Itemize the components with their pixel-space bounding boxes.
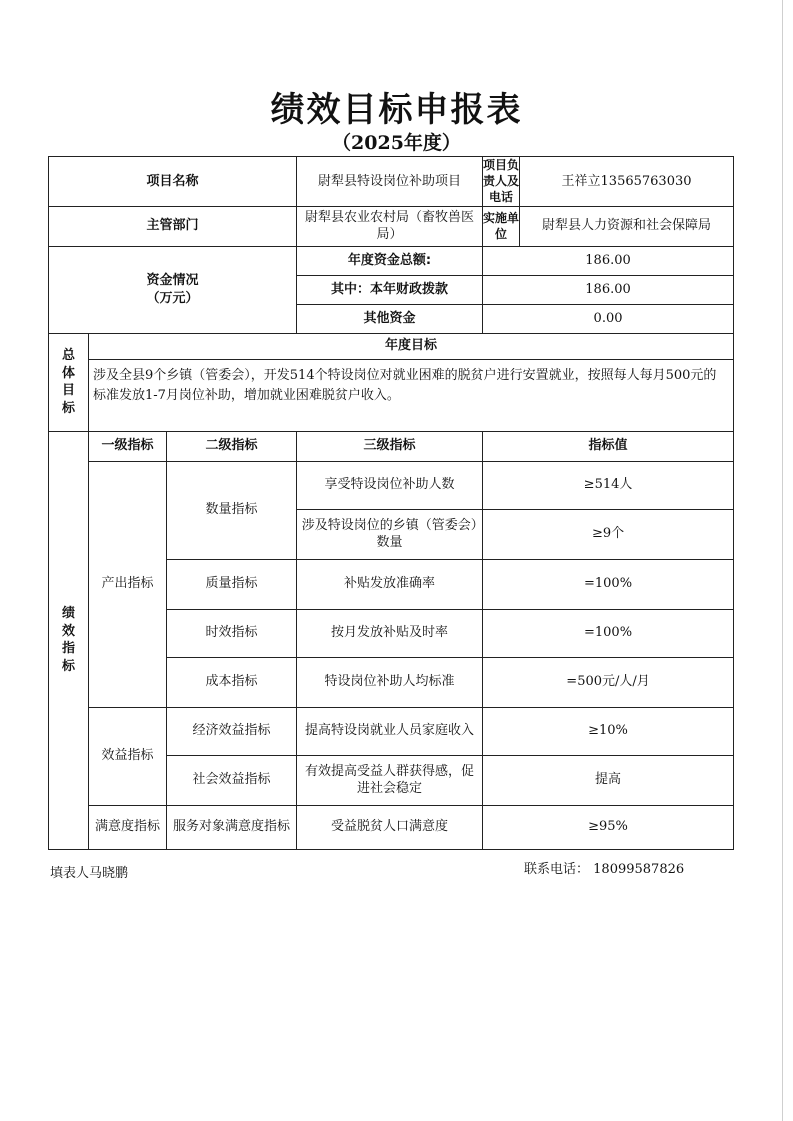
funds-other-value: 0.00 — [483, 304, 734, 333]
indicator-value: ≥95% — [483, 805, 734, 849]
funds-other-label: 其他资金 — [297, 304, 483, 333]
overall-goal-header-row — [49, 333, 734, 359]
leader-value: 王祥立13565763030 — [520, 157, 734, 207]
benefit-indicator-label: 效益指标 — [89, 707, 167, 805]
indicator-name: 提高特设岗就业人员家庭收入 — [297, 707, 483, 755]
indicator-value: 提高 — [483, 755, 734, 805]
department-label: 主管部门 — [49, 206, 297, 246]
funds-fiscal-value: 186.00 — [483, 275, 734, 304]
indicator-name: 涉及特设岗位的乡镇（管委会）数量 — [297, 509, 483, 559]
funds-label-line2: （万元） — [146, 290, 199, 306]
indicator-value: =100% — [483, 559, 734, 609]
header-level2: 二级指标 — [167, 431, 297, 461]
page-subtitle: （2025年度） — [332, 132, 461, 154]
indicator-value: ≥514人 — [483, 461, 734, 509]
indicator-value: =100% — [483, 609, 734, 657]
leader-label: 项目负责人及电话 — [483, 158, 520, 205]
project-name-label: 项目名称 — [49, 157, 297, 207]
contact-info — [524, 858, 684, 877]
indicator-name: 特设岗位补助人均标准 — [297, 657, 483, 707]
implementing-unit-label: 实施单位 — [483, 206, 520, 246]
header-level1: 一级指标 — [89, 431, 167, 461]
funds-label — [49, 246, 297, 333]
cost-indicator-label: 成本指标 — [167, 657, 297, 707]
funds-row-total — [49, 246, 734, 275]
department-row — [49, 206, 734, 246]
economic-indicator-label: 经济效益指标 — [167, 707, 297, 755]
overall-goal-header: 年度目标 — [89, 333, 734, 359]
indicator-row — [49, 461, 734, 509]
quality-indicator-label: 质量指标 — [167, 559, 297, 609]
quantity-indicator-label: 数量指标 — [167, 461, 297, 559]
indicator-row — [49, 805, 734, 849]
project-name-value: 尉犁县特设岗位补助项目 — [297, 157, 483, 207]
implementing-unit-value: 尉犁县人力资源和社会保障局 — [520, 206, 734, 246]
indicator-row — [49, 707, 734, 755]
indicator-name: 按月发放补贴及时率 — [297, 609, 483, 657]
header-value: 指标值 — [483, 431, 734, 461]
indicator-value: ≥9个 — [483, 509, 734, 559]
indicator-name: 有效提高受益人群获得感，促进社会稳定 — [297, 755, 483, 805]
contact-phone: 18099587826 — [593, 862, 685, 877]
indicators-side-label: 绩 效 指 标 — [49, 431, 89, 849]
project-name-row — [49, 157, 734, 207]
scan-edge-line — [782, 0, 783, 1121]
satisfaction-indicator-label: 满意度指标 — [89, 805, 167, 849]
indicator-name: 补贴发放准确率 — [297, 559, 483, 609]
overall-goal-side-label: 总 体 目 标 — [49, 333, 89, 431]
contact-label: 联系电话： — [524, 862, 590, 877]
page-title: 绩效目标申报表 — [270, 90, 523, 130]
social-indicator-label: 社会效益指标 — [167, 755, 297, 805]
header-level3: 三级指标 — [297, 431, 483, 461]
funds-total-value: 186.00 — [483, 246, 734, 275]
output-indicator-label: 产出指标 — [89, 461, 167, 707]
indicator-value: ≥10% — [483, 707, 734, 755]
indicator-header-row — [49, 431, 734, 461]
department-value: 尉犁县农业农村局（畜牧兽医局） — [297, 206, 483, 246]
overall-goal-text: 涉及全县9个乡镇（管委会），开发514个特设岗位对就业困难的脱贫户进行安置就业，按照每人每月500元的标准发放1-7月岗位补助，增加就业困难脱贫户收入。 — [89, 359, 734, 431]
indicator-value: =500元/人/月 — [483, 657, 734, 707]
performance-goal-table — [48, 156, 734, 850]
funds-label-line1: 资金情况 — [146, 273, 199, 289]
funds-fiscal-label: 其中：本年财政拨款 — [297, 275, 483, 304]
form-filler: 填表人马晓鹏 — [50, 866, 129, 881]
indicator-name: 享受特设岗位补助人数 — [297, 461, 483, 509]
indicator-name: 受益脱贫人口满意度 — [297, 805, 483, 849]
overall-goal-text-row — [49, 359, 734, 431]
funds-total-label: 年度资金总额: — [297, 246, 483, 275]
timeliness-indicator-label: 时效指标 — [167, 609, 297, 657]
satisfaction-level2-label: 服务对象满意度指标 — [167, 805, 297, 849]
